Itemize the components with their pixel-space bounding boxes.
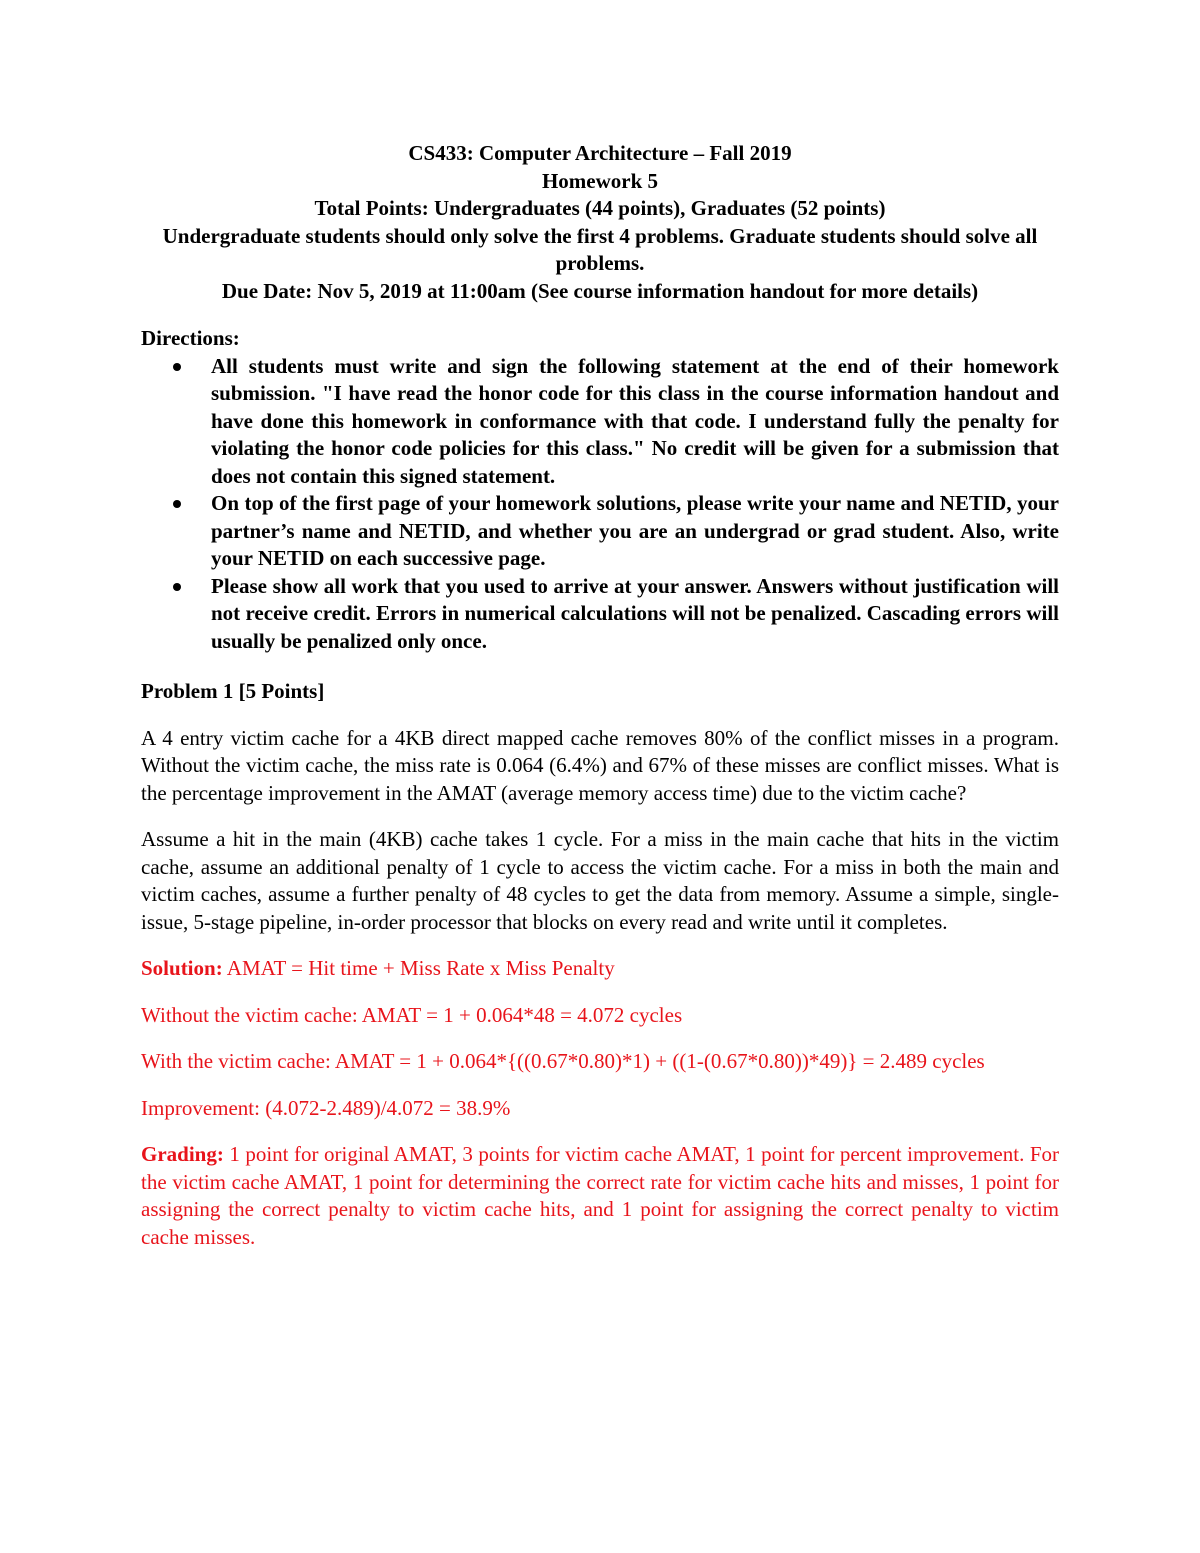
due-date: Due Date: Nov 5, 2019 at 11:00am (See course information handout for more details): [221, 278, 979, 303]
problem-statement: A 4 entry victim cache for a 4KB direct mapped cache removes 80% of the conflict misses in a program. Without the victim cache, the miss rate is 0.064 (6.4%) and 67% of these misses are conflict misses. What is the percentage improvement in the AMAT (average memory access time) due to the victim cache?: [141, 725, 1059, 805]
problem-assumptions: Assume a hit in the main (4KB) cache takes 1 cycle. For a miss in the main cache that hits in the victim cache, assume an additional penalty of 1 cycle to access the victim cache. For a miss in both the main and victim caches, assume a further penalty of 48 cycles to get the data from memory. Assume a simple, single-issue, 5-stage pipeline, in-order processor that blocks on every read and write until it completes.: [141, 827, 1059, 934]
grading-notes: [141, 1141, 1059, 1251]
problem-title: Problem 1 [5 Points]: [141, 679, 325, 703]
student-instructions: Undergraduate students should only solve the first 4 problems. Graduate students should solve all problems.: [162, 223, 1038, 275]
solution-improvement: Improvement: (4.072-2.489)/4.072 = 38.9%: [141, 1095, 511, 1120]
document-header: [141, 140, 1059, 305]
solution-without-victim: Without the victim cache: AMAT = 1 + 0.064*48 = 4.072 cycles: [141, 1002, 683, 1027]
solution-label: Solution:: [141, 956, 223, 980]
grading-label: Grading:: [141, 1142, 224, 1166]
list-item: [141, 490, 1059, 573]
directions-list: [141, 353, 1059, 656]
solution-text: AMAT = Hit time + Miss Rate x Miss Penalty: [222, 956, 615, 980]
bullet-icon: [173, 363, 181, 371]
grading-text: 1 point for original AMAT, 3 points for victim cache AMAT, 1 point for percent improvement. For the victim cache AMAT, 1 point for determining the correct rate for victim cache hits and misses, 1 point for assigning the correct penalty to victim cache hits, and 1 point for assigning the correct penalty to victim cache misses.: [141, 1142, 1059, 1249]
homework-title: Homework 5: [541, 168, 659, 193]
direction-text: All students must write and sign the following statement at the end of their homework submission. "I have read the honor code for this class in the course information handout and have done this homework in conformance with that code. I understand fully the penalty for violating the honor code policies for this class." No credit will be given for a submission that does not contain this signed statement.: [211, 353, 1059, 488]
list-item: [141, 573, 1059, 656]
directions-label: Directions:: [141, 326, 240, 350]
direction-text: Please show all work that you used to arrive at your answer. Answers without justification will not receive credit. Errors in numerical calculations will not be penalized. Cascading errors will usually be penalized only once.: [211, 573, 1059, 653]
list-item: [141, 353, 1059, 491]
bullet-icon: [173, 583, 181, 591]
solution-formula: [141, 955, 1059, 983]
solution-with-victim: With the victim cache: AMAT = 1 + 0.064*{((0.67*0.80)*1) + ((1-(0.67*0.80))*49)} = 2.489 cycles: [141, 1049, 985, 1073]
page-content: [141, 140, 1059, 1251]
total-points: Total Points: Undergraduates (44 points), Graduates (52 points): [314, 196, 886, 220]
direction-text: On top of the first page of your homework solutions, please write your name and NETID, your partner’s name and NETID, and whether you are an undergrad or grad student. Also, write your NETID on each successive page.: [211, 491, 1059, 570]
course-title: CS433: Computer Architecture – Fall 2019: [408, 141, 792, 165]
bullet-icon: [173, 500, 181, 508]
